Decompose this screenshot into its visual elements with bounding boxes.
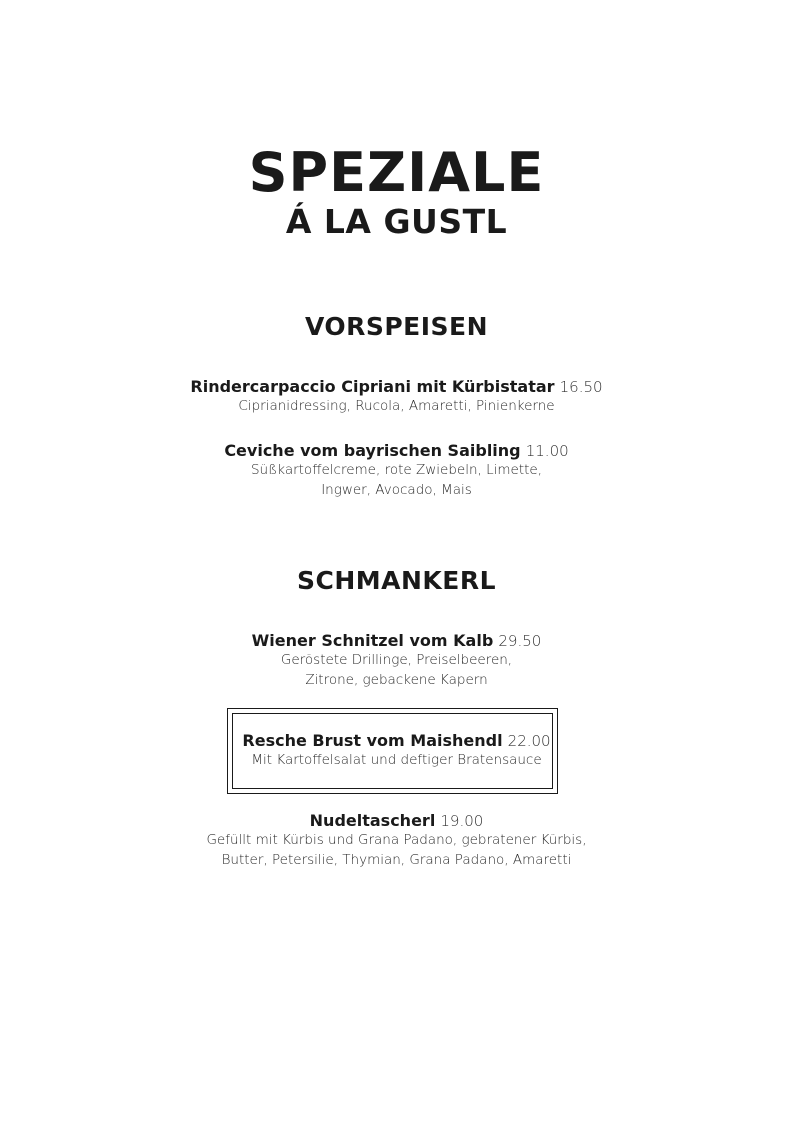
menu-item-title-line: [0, 377, 793, 397]
menu-item-nudeltascherl: [0, 811, 793, 870]
menu-item-description: Geröstete Drillinge, Preiselbeeren,: [280, 652, 513, 668]
menu-item-price: 11.00: [525, 442, 569, 460]
menu-item-price: 19.00: [440, 812, 484, 830]
menu-item-name: Resche Brust vom Maishendl: [242, 731, 503, 750]
menu-title: SPEZIALE: [248, 141, 545, 204]
menu-item-price: 22.00: [507, 732, 551, 750]
menu-item-description: Ingwer, Avocado, Mais: [321, 481, 472, 498]
menu-item-ceviche: [0, 441, 793, 500]
menu-item-rindercarpaccio: [0, 377, 793, 417]
menu-item-description: Butter, Petersilie, Thymian, Grana Padano, Amaretti: [221, 851, 572, 868]
menu-item-description: Mit Kartoffelsalat und deftiger Bratensauce: [251, 752, 542, 768]
menu-item-description: Zitrone, gebackene Kapern: [305, 671, 488, 688]
menu-subtitle: Á LA GUSTL: [285, 202, 508, 241]
menu-item-price: 16.50: [559, 378, 603, 396]
menu-item-name: Nudeltascherl: [309, 811, 436, 830]
menu-item-price: 29.50: [498, 632, 542, 650]
menu-item-title-line: [0, 731, 793, 751]
menu-item-title-line: [0, 811, 793, 831]
menu-item-title-line: [0, 631, 793, 651]
menu-item-description: Gefüllt mit Kürbis und Grana Padano, gebratener Kürbis,: [206, 832, 587, 848]
menu-item-description: Süßkartoffelcreme, rote Zwiebeln, Limette,: [250, 462, 542, 478]
menu-item-title-line: [0, 441, 793, 461]
menu-item-description: Ciprianidressing, Rucola, Amaretti, Pinienkerne: [238, 398, 555, 414]
section-heading-vorspeisen: VORSPEISEN: [304, 312, 489, 341]
menu-item-name: Wiener Schnitzel vom Kalb: [251, 631, 494, 650]
section-heading-schmankerl: SCHMANKERL: [296, 566, 497, 595]
menu-item-wiener-schnitzel: [0, 631, 793, 690]
menu-item-name: Ceviche vom bayrischen Saibling: [224, 441, 521, 460]
menu-item-name: Rindercarpaccio Cipriani mit Kürbistatar: [190, 377, 555, 396]
menu-item-maishendl: [0, 731, 793, 771]
